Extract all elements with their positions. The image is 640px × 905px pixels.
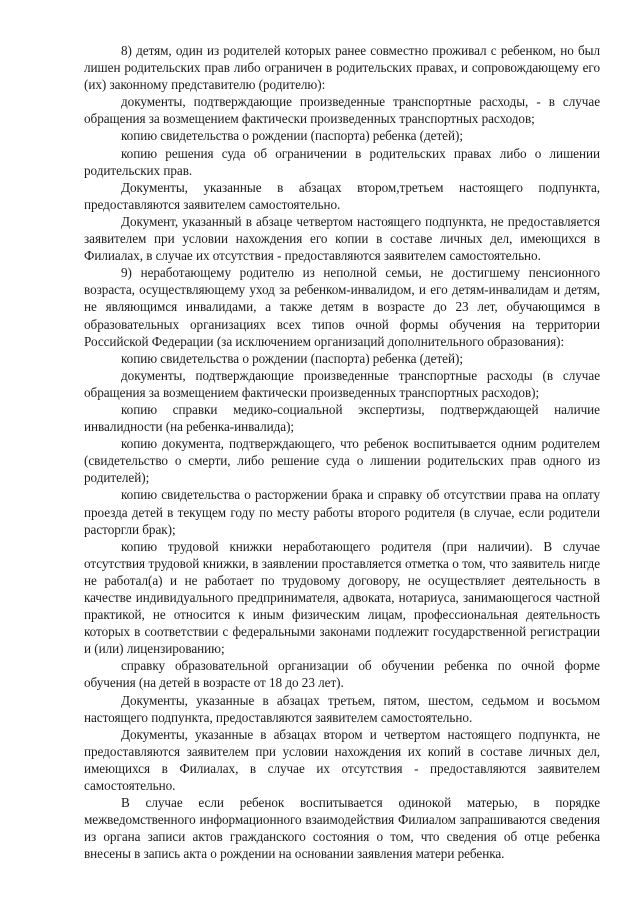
- paragraph-document-not-provided: Документ, указанный в абзаце четвертом настоящего подпункта, не предоставляется заявителем при условии нахождения его копии в составе личных дел, имеющихся в Филиалах, в случае их отсутствия - предоставляются заявителем самостоятельно.: [84, 213, 600, 264]
- paragraph-birth-certificate: копию свидетельства о рождении (паспорта) ребенка (детей);: [121, 128, 463, 144]
- paragraph-single-mother: В случае если ребенок воспитывается одинокой матерью, в порядке межведомственного информационного взаимодействия Филиалом запрашиваются сведения из органа записи актов гражданского состояния о том, что сведения об отце ребенка внесены в запись акта о рождении на основании заявления матери ребенка.: [84, 795, 600, 862]
- paragraph-disability-certificate: копию справки медико-социальной экспертизы, подтверждающей наличие инвалидности (на ребенка-инвалида);: [84, 401, 600, 435]
- paragraph-documents-not-provided: Документы, указанные в абзацах втором и четвертом настоящего подпункта, не предоставляются заявителем при условии нахождения их копий в составе личных дел, имеющихся в Филиалах, в случае их отсутствия - предоставляются заявителем самостоятельно.: [84, 726, 600, 794]
- paragraph-education-certificate: справку образовательной организации об обучении ребенка по очной форме обучения (на детей в возрасте от 18 до 23 лет).: [84, 658, 600, 691]
- paragraph-transport-expenses: документы, подтверждающие произведенные транспортные расходы, - в случае обращения за возмещением фактически произведенных транспортных расходов;: [84, 94, 600, 127]
- paragraph-birth-certificate-2: копию свидетельства о рождении (паспорта) ребенка (детей);: [121, 350, 463, 366]
- paragraph-single-parent-document: копию документа, подтверждающего, что ребенок воспитывается одним родителем (свидетельство о смерти, либо решение суда о лишении родительских прав одного из родителей);: [84, 436, 600, 486]
- paragraph-item-9-intro: 9) неработающему родителю из неполной семьи, не достигшему пенсионного возраста, осуществляющему уход за ребенком-инвалидом, и его детям-инвалидам и детям, не являющимся инвалидами, а также детям в возрасте до 23 лет, обучающимся в образовательных организациях всех типов очной формы обучения на территории Российской Федерации (за исключением организаций дополнительного образования):: [84, 265, 600, 349]
- paragraph-item-8-intro: 8) детям, один из родителей которых ранее совместно проживал с ребенком, но был лишен родительских прав либо ограничен в родительских правах, и сопровождающему его (их) законному представителю (родителю):: [84, 43, 600, 93]
- paragraph-employment-record: копию трудовой книжки неработающего родителя (при наличии). В случае отсутствия трудовой книжки, в заявлении проставляется отметка о том, что заявитель нигде не работал(а) и не работает по трудовому договору, не осуществляет деятельность в качестве индивидуального предпринимателя, адвоката, нотариуса, занимающегося частной практикой, не относится к иным физическим лицам, профессиональная деятельность которых в соответствии с федеральными законами подлежит государственной регистрации и (или) лицензированию;: [84, 538, 600, 657]
- paragraph-self-provided: Документы, указанные в абзацах втором,третьем настоящего подпункта, предоставляются заявителем самостоятельно.: [84, 179, 600, 212]
- paragraph-court-decision: копию решения суда об ограничении в родительских правах либо о лишении родительских прав.: [84, 145, 600, 178]
- paragraph-transport-expenses-2: документы, подтверждающие произведенные транспортные расходы (в случае обращения за возмещением фактически произведенных транспортных расходов);: [84, 367, 600, 400]
- document-page: [84, 42, 600, 863]
- paragraph-divorce-certificate: копию свидетельства о расторжении брака и справку об отсутствии права на оплату проезда детей в текущем году по месту работы второго родителя (в случае, если родители расторгли брак);: [84, 487, 600, 537]
- paragraph-self-provided-2: Документы, указанные в абзацах третьем, пятом, шестом, седьмом и восьмом настоящего подпункта, предоставляются заявителем самостоятельно.: [84, 692, 600, 725]
